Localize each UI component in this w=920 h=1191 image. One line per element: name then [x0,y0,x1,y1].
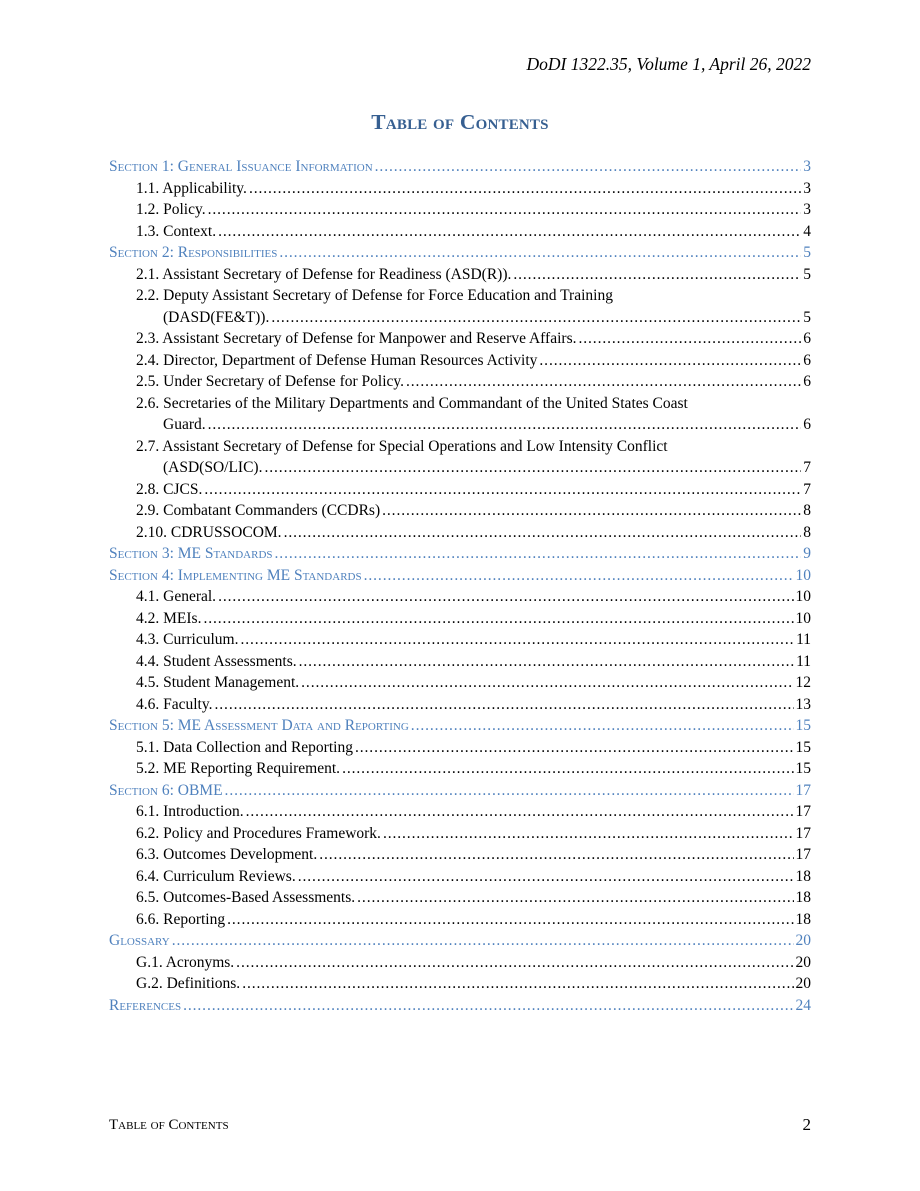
toc-section-entry[interactable] [109,780,811,802]
dot-leader [342,758,793,780]
toc-subsection-entry-wrapped[interactable] [109,393,811,436]
toc-entry-label: 1.2. Policy. [136,201,206,218]
toc-section-entry[interactable] [109,543,811,565]
footer-section-title: Table of Contents [109,1117,229,1133]
toc-entry-page: 11 [796,652,811,670]
toc-entry-label: G.1. Acronyms. [136,953,235,971]
toc-subsection-entry[interactable] [109,801,811,823]
dot-leader [319,844,793,866]
toc-subsection-entry[interactable] [109,350,811,372]
dot-leader [411,715,794,737]
toc-subsection-entry[interactable] [109,909,811,931]
toc-entry-page: 7 [803,459,811,476]
toc-entry-page: 8 [803,523,811,541]
dot-leader [383,823,794,845]
toc-entry-label: 2.10. CDRUSSOCOM. [136,523,282,541]
toc-entry-label: 6.4. Curriculum Reviews. [136,867,296,885]
toc-section-entry[interactable] [109,930,811,952]
toc-subsection-entry-wrapped[interactable] [109,285,811,328]
toc-entry-label: Section 1: General Issuance Information [109,158,373,175]
toc-subsection-entry[interactable] [109,522,811,544]
toc-subsection-entry[interactable] [109,672,811,694]
dot-leader [357,887,793,909]
toc-section-entry[interactable] [109,715,811,737]
toc-entry-page: 20 [795,975,811,992]
toc-entry-label: 2.1. Assistant Secretary of Defense for Readiness (ASD(R)). [136,265,512,283]
toc-entry-page: 20 [795,953,811,971]
toc-entry-label: (DASD(FE&T)). [163,308,270,326]
toc-entry-page: 17 [795,781,811,799]
toc-entry-page: 18 [795,910,811,928]
toc-entry-label: 4.4. Student Assessments. [136,652,297,670]
dot-leader [279,242,801,264]
dot-leader [299,651,794,673]
toc-entry-page: 10 [795,609,811,627]
toc-entry-label: 2.5. Under Secretary of Defense for Policy. [136,373,404,390]
dot-leader [246,801,794,823]
toc-entry-page: 10 [795,566,811,584]
toc-entry-label: 4.3. Curriculum. [136,631,239,648]
dot-leader [275,543,802,565]
toc-entry-page: 3 [803,201,811,218]
dot-leader [204,479,801,501]
toc-entry-page: 9 [803,545,811,562]
dot-leader [218,221,801,243]
toc-entry-label: 2.9. Combatant Commanders (CCDRs) [136,502,381,519]
table-of-contents [109,156,811,1016]
dot-leader [578,328,801,350]
toc-entry-label: 2.3. Assistant Secretary of Defense for Manpower and Reserve Affairs. [136,330,577,347]
toc-subsection-entry[interactable] [109,586,811,608]
toc-entry-page: 18 [795,889,811,906]
toc-subsection-entry-wrapped[interactable] [109,436,811,479]
toc-section-entry[interactable] [109,242,811,264]
toc-entry-label-line1: 2.7. Assistant Secretary of Defense for Special Operations and Low Intensity Conflict [136,437,668,455]
dot-leader [249,178,801,200]
toc-entry-continuation[interactable] [136,414,811,436]
toc-subsection-entry[interactable] [109,608,811,630]
toc-entry-label: 4.1. General. [136,588,217,605]
dot-leader [364,565,794,587]
toc-subsection-entry[interactable] [109,823,811,845]
toc-entry-label: Guard. [163,416,206,433]
toc-entry-label: Section 4: Implementing ME Standards [109,566,362,584]
toc-entry-page: 11 [796,631,811,648]
toc-entry-label: 2.8. CJCS. [136,480,203,498]
toc-section-entry[interactable] [109,565,811,587]
toc-section-entry[interactable] [109,995,811,1017]
toc-section-entry[interactable] [109,156,811,178]
toc-subsection-entry[interactable] [109,844,811,866]
toc-entry-label-line1: 2.6. Secretaries of the Military Departments and Commandant of the United States Coast [136,394,688,412]
toc-entry-page: 13 [795,695,811,713]
toc-entry-label: 6.1. Introduction. [136,803,244,820]
dot-leader [208,414,802,436]
toc-entry-label: 4.2. MEIs. [136,609,202,627]
dot-leader [203,608,793,630]
toc-entry-label: (ASD(SO/LIC). [163,459,263,476]
dot-leader [284,522,802,544]
dot-leader [264,457,801,479]
toc-entry-label: 4.5. Student Management. [136,674,300,691]
dot-leader [375,156,802,178]
dot-leader [225,780,794,802]
dot-leader [539,350,801,372]
dot-leader [301,672,793,694]
toc-entry-page: 15 [795,738,811,756]
toc-entry-label: 6.5. Outcomes-Based Assessments. [136,889,356,906]
toc-entry-page: 6 [803,351,811,369]
toc-entry-page: 7 [803,480,811,498]
dot-leader [271,307,801,329]
toc-entry-label: Section 2: Responsibilities [109,244,278,261]
toc-entry-label: 5.1. Data Collection and Reporting [136,738,353,756]
toc-subsection-entry[interactable] [109,500,811,522]
toc-entry-page: 17 [795,803,811,820]
toc-subsection-entry[interactable] [109,952,811,974]
toc-entry-page: 8 [803,502,811,519]
toc-entry-label: Section 3: ME Standards [109,545,273,562]
document-header: DoDI 1322.35, Volume 1, April 26, 2022 [526,54,811,74]
dot-leader [240,629,794,651]
dot-leader [227,909,793,931]
dot-leader [172,930,794,952]
toc-entry-page: 17 [795,824,811,842]
toc-entry-page: 12 [795,674,811,691]
dot-leader [298,866,794,888]
dot-leader [513,264,801,286]
dot-leader [183,995,793,1017]
toc-subsection-entry[interactable] [109,178,811,200]
toc-entry-page: 15 [795,760,811,777]
toc-entry-label: 1.3. Context. [136,222,217,240]
toc-subsection-entry[interactable] [109,371,811,393]
toc-entry-label: 6.6. Reporting [136,910,226,928]
toc-entry-page: 3 [803,179,811,197]
toc-subsection-entry[interactable] [109,694,811,716]
dot-leader [382,500,801,522]
toc-subsection-entry[interactable] [109,199,811,221]
toc-subsection-entry[interactable] [109,264,811,286]
toc-entry-label: Section 5: ME Assessment Data and Reporting [109,717,409,734]
toc-subsection-entry[interactable] [109,328,811,350]
toc-entry-label: 5.2. ME Reporting Requirement. [136,760,341,777]
toc-entry-label: Section 6: OBME [109,781,223,799]
toc-subsection-entry[interactable] [109,866,811,888]
toc-entry-page: 5 [803,244,811,261]
toc-entry-page: 17 [795,846,811,863]
toc-subsection-entry[interactable] [109,737,811,759]
toc-entry-page: 6 [803,373,811,390]
toc-entry-label: 4.6. Faculty. [136,695,213,713]
toc-entry-page: 5 [803,308,811,326]
toc-subsection-entry[interactable] [109,629,811,651]
toc-subsection-entry[interactable] [109,758,811,780]
toc-entry-continuation[interactable] [136,457,811,479]
toc-subsection-entry[interactable] [109,479,811,501]
toc-entry-label: Glossary [109,932,170,949]
toc-subsection-entry[interactable] [109,651,811,673]
dot-leader [406,371,801,393]
toc-entry-page: 18 [795,867,811,885]
toc-entry-label: 6.3. Outcomes Development. [136,846,318,863]
toc-subsection-entry[interactable] [109,887,811,909]
toc-entry-label-line1: 2.2. Deputy Assistant Secretary of Defense for Force Education and Training [136,287,613,304]
toc-entry-page: 6 [803,330,811,347]
toc-entry-label: 6.2. Policy and Procedures Framework. [136,824,381,842]
footer-page-number: 2 [802,1115,811,1134]
toc-entry-continuation[interactable] [136,307,811,329]
toc-entry-page: 6 [803,416,811,433]
toc-entry-label: 2.4. Director, Department of Defense Human Resources Activity [136,351,538,369]
toc-subsection-entry[interactable] [109,973,811,995]
toc-subsection-entry[interactable] [109,221,811,243]
dot-leader [236,952,793,974]
toc-entry-page: 15 [795,717,811,734]
dot-leader [355,737,794,759]
toc-entry-page: 10 [795,588,811,605]
toc-entry-label: References [109,996,182,1014]
toc-entry-label: 1.1. Applicability. [136,179,247,197]
toc-entry-page: 3 [803,158,811,175]
page-title: Table of Contents [371,110,549,134]
toc-entry-page: 4 [803,222,811,240]
dot-leader [242,973,793,995]
dot-leader [208,199,802,221]
toc-entry-label: G.2. Definitions. [136,975,241,992]
dot-leader [215,694,794,716]
toc-entry-page: 24 [795,996,811,1014]
toc-entry-page: 5 [803,265,811,283]
dot-leader [218,586,793,608]
toc-entry-page: 20 [795,932,811,949]
